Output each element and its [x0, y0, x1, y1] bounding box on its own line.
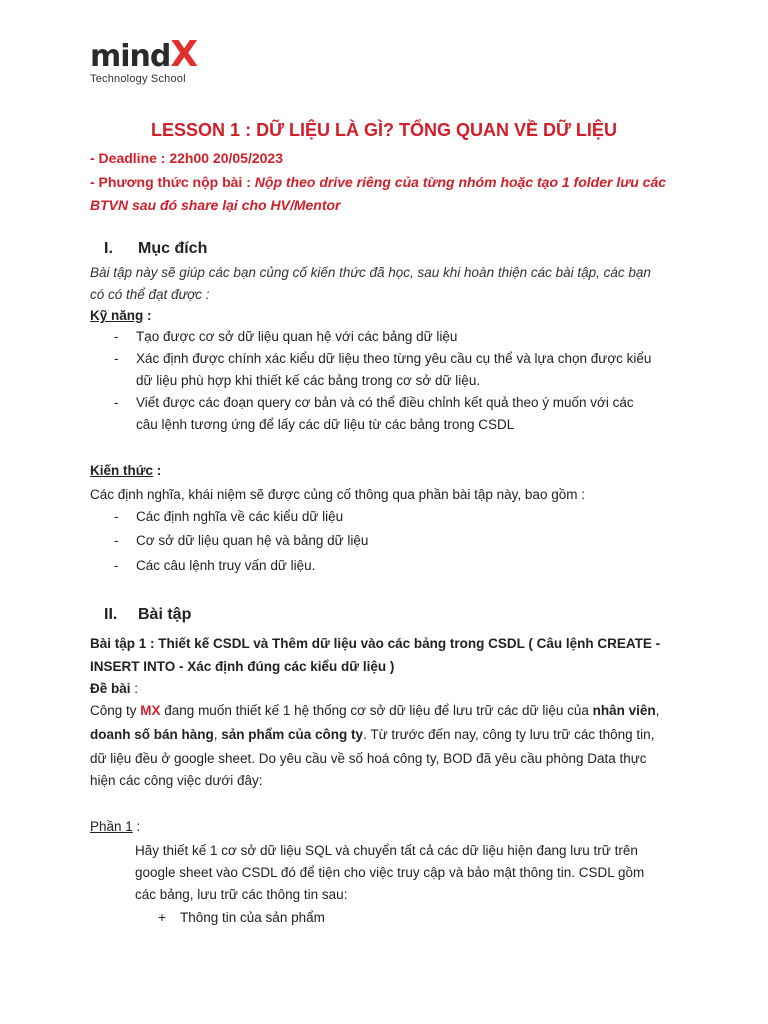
company-name: MX	[140, 703, 161, 718]
submit-label: - Phương thức nộp bài :	[90, 174, 255, 190]
submit-text-1: Nộp theo drive riêng của từng nhóm hoặc tạo 1 folder lưu các	[254, 174, 667, 190]
skills-label: Kỹ năng	[90, 308, 144, 323]
skill-text: câu lệnh tương ứng để lấy các dữ liệu từ các bảng trong CSDL	[136, 417, 515, 432]
exercise-1-title: Bài tập 1 : Thiết kế CSDL và Thêm dữ liệu vào các bảng trong CSDL ( Câu lệnh CREATE -	[90, 636, 661, 651]
text-run: ,	[213, 727, 222, 742]
knowledge-text: Các câu lệnh truy vấn dữ liệu.	[136, 558, 316, 573]
logo-word: mind	[90, 39, 171, 74]
problem-line-4: hiện các công việc dưới đây:	[90, 773, 263, 788]
submit-text-2: BTVN sau đó share lại cho HV/Mentor	[90, 197, 341, 213]
knowledge-colon: :	[153, 463, 162, 478]
bullet-dash: -	[114, 351, 119, 366]
deadline: - Deadline : 22h00 20/05/2023	[90, 150, 283, 166]
text-run-bold: nhân viên	[592, 703, 656, 718]
submit-method	[90, 174, 666, 190]
lesson-title: LESSON 1 : DỮ LIỆU LÀ GÌ? TỔNG QUAN VỀ DỮ LIỆU	[151, 120, 617, 140]
logo-x: X	[170, 34, 198, 75]
skills-colon: :	[143, 308, 152, 323]
text-run: ,	[655, 703, 660, 718]
debai-colon: :	[130, 681, 139, 696]
text-run-bold: sản phẩm của công ty	[221, 727, 364, 742]
bullet-dash: -	[114, 533, 119, 548]
skill-text: Xác định được chính xác kiểu dữ liệu theo từng yêu cầu cụ thể và lựa chọn được kiểu	[136, 351, 652, 366]
skill-text: Tạo được cơ sở dữ liệu quan hệ với các bảng dữ liệu	[136, 329, 458, 344]
bullet-dash: -	[114, 329, 119, 344]
skills-heading	[90, 305, 152, 327]
text-run: Công ty	[90, 703, 141, 718]
section-2-title: Bài tập	[138, 606, 192, 623]
knowledge-intro: Các định nghĩa, khái niệm sẽ được củng cố thông qua phần bài tập này, bao gồm :	[90, 487, 585, 502]
submit-method-cont	[90, 197, 341, 213]
problem-line-1	[90, 700, 659, 722]
knowledge-text: Các định nghĩa về các kiểu dữ liệu	[136, 509, 344, 524]
bullet-dash: -	[114, 509, 119, 524]
part-1-label: Phần 1	[90, 819, 133, 834]
section-2-number: II.	[104, 606, 118, 623]
bullet-dash: -	[114, 395, 119, 410]
part-1-item-text: Thông tin của sản phẩm	[180, 910, 325, 925]
exercise-1-title-cont: INSERT INTO - Xác định đúng các kiểu dữ liệu )	[90, 659, 395, 674]
skill-text: dữ liệu phù hợp khi thiết kế các bảng trong cơ sở dữ liệu.	[136, 373, 481, 388]
skill-text: Viết được các đoạn query cơ bản và có thể điều chỉnh kết quả theo ý muốn với các	[136, 395, 634, 410]
s1-intro-1: Bài tập này sẽ giúp các bạn củng cố kiến thức đã học, sau khi hoàn thiện các bài tập, các bạn	[90, 265, 651, 280]
part-1-line-1: Hãy thiết kế 1 cơ sở dữ liệu SQL và chuyển tất cả các dữ liệu hiện đang lưu trữ trên	[135, 843, 638, 858]
knowledge-heading	[90, 460, 161, 482]
section-1-number: I.	[104, 240, 113, 257]
problem-line-3: dữ liệu đều ở google sheet. Do yêu cầu về số hoá công ty, BOD đã yêu cầu phòng Data thực	[90, 751, 647, 766]
part-1-colon: :	[132, 819, 141, 834]
mindx-logo	[90, 34, 198, 85]
debai-label: Đề bài	[90, 681, 131, 696]
debai-heading	[90, 678, 138, 700]
part-1-heading	[90, 816, 140, 838]
part-1-line-3: các bảng, lưu trữ các thông tin sau:	[135, 887, 348, 902]
knowledge-text: Cơ sở dữ liệu quan hệ và bảng dữ liệu	[136, 533, 369, 548]
part-1-line-2: google sheet vào CSDL đó để tiện cho việc truy cập và bảo mật thông tin. CSDL gồm	[135, 865, 645, 880]
s1-intro-2: có có thể đạt được :	[90, 287, 210, 302]
bullet-plus: +	[158, 910, 166, 925]
text-run-bold: doanh số bán hàng	[90, 727, 214, 742]
text-run: đang muốn thiết kế 1 hệ thống cơ sở dữ liệu để lưu trữ các dữ liệu của	[160, 703, 593, 718]
section-1-title: Mục đích	[138, 240, 208, 257]
problem-line-2	[90, 724, 654, 746]
logo-subtitle: Technology School	[90, 73, 186, 85]
text-run: . Từ trước đến nay, công ty lưu trữ các thông tin,	[363, 727, 655, 742]
knowledge-label: Kiến thức	[90, 463, 154, 478]
bullet-dash: -	[114, 558, 119, 573]
